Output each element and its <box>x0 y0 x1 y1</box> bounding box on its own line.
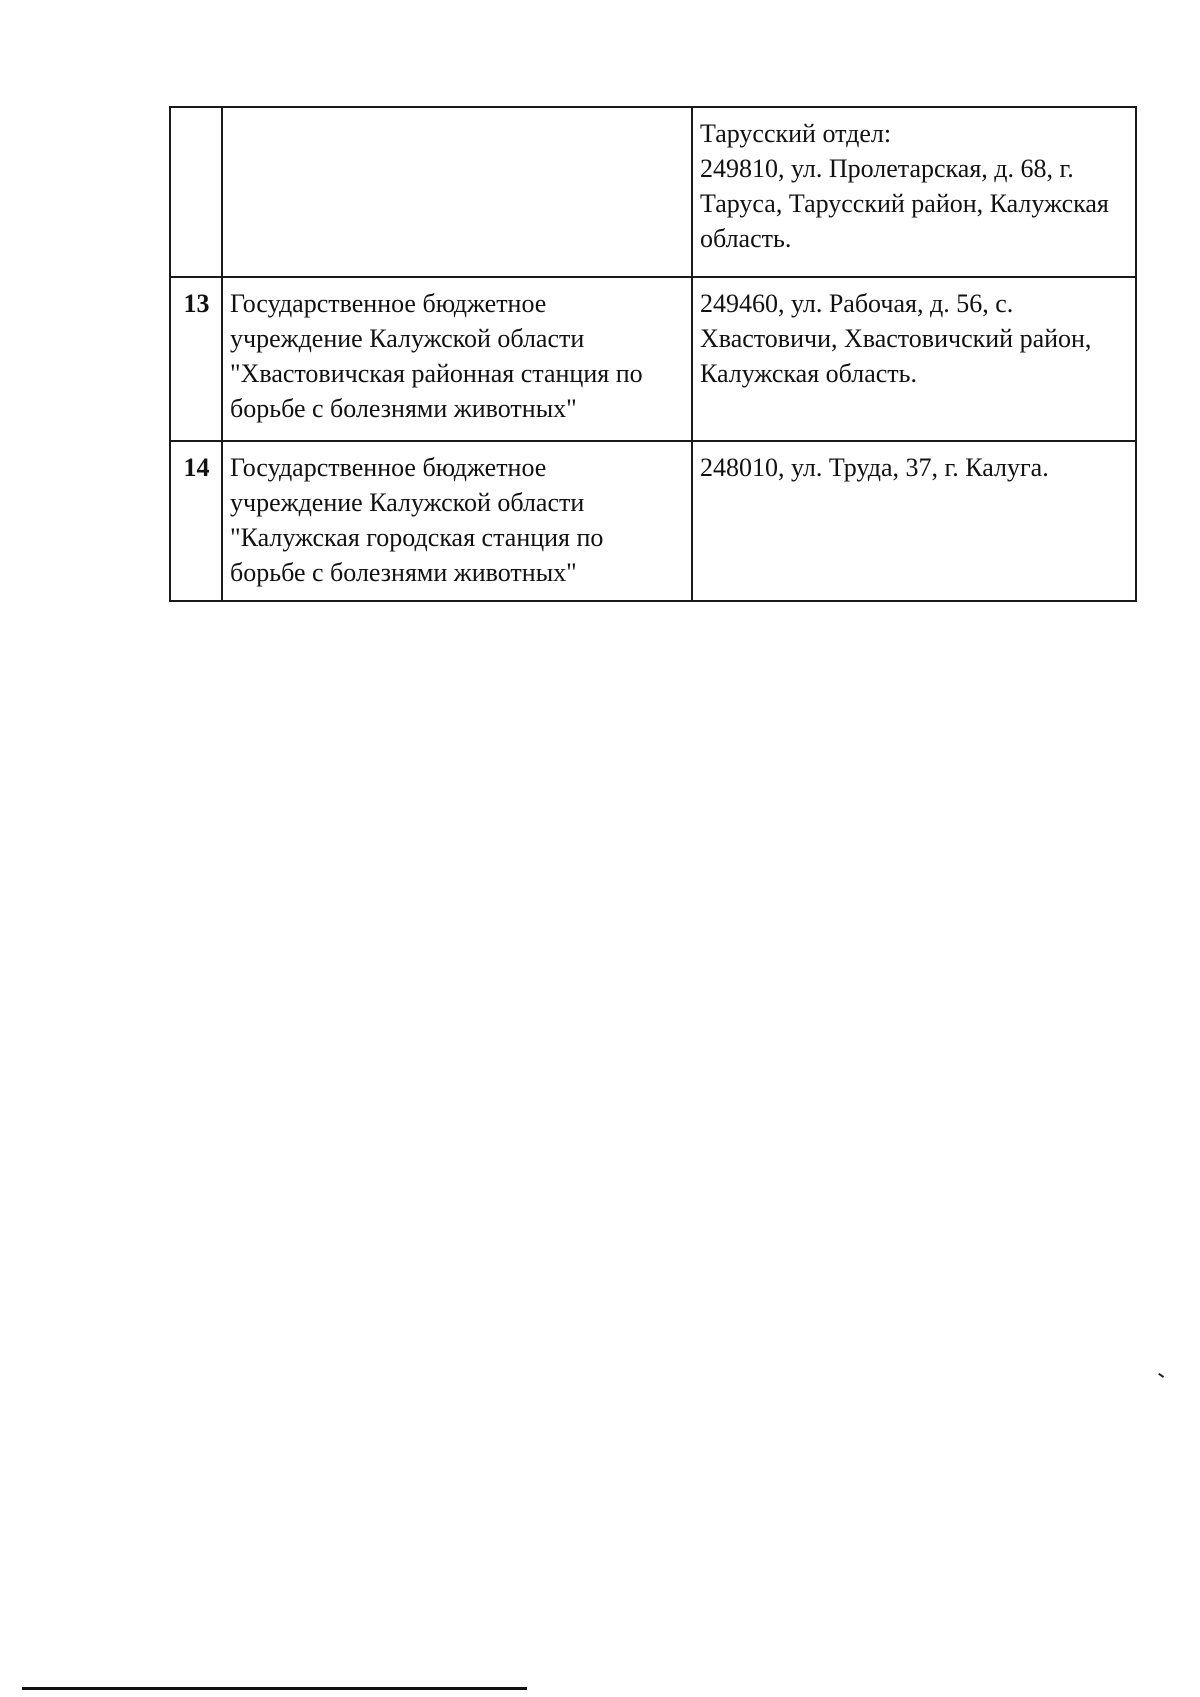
organization-line: Государственное бюджетное <box>230 289 547 318</box>
address-cell <box>692 107 1136 277</box>
organization-cell <box>222 107 692 277</box>
organization-line: Государственное бюджетное <box>230 453 547 482</box>
organization-cell <box>222 441 692 601</box>
address-line: 249460, ул. Рабочая, д. 56, с. <box>700 289 1014 318</box>
row-number-cell <box>170 107 222 277</box>
organization-cell <box>222 277 692 441</box>
organization-line: "Калужская городская станция по <box>230 523 604 552</box>
address-line: 248010, ул. Труда, 37, г. Калуга. <box>700 453 1049 482</box>
address-line: Тарусский отдел: <box>700 119 892 148</box>
address-line: Хвастовичи, Хвастовичский район, <box>700 324 1092 353</box>
address-cell <box>692 277 1136 441</box>
organization-line: учреждение Калужской области <box>230 324 585 353</box>
row-number-cell: 13 <box>170 277 222 441</box>
organization-line: борьбе с болезнями животных" <box>230 558 577 587</box>
table-row <box>170 277 1136 441</box>
address-line: область. <box>700 224 792 253</box>
stray-mark <box>1156 1373 1164 1381</box>
table-row <box>170 441 1136 601</box>
organization-line: борьбе с болезнями животных" <box>230 394 577 423</box>
address-line: Калужская область. <box>700 359 918 388</box>
row-number-cell: 14 <box>170 441 222 601</box>
address-line: Таруса, Тарусский район, Калужская <box>700 189 1109 218</box>
address-line: 249810, ул. Пролетарская, д. 68, г. <box>700 154 1074 183</box>
address-cell <box>692 441 1136 601</box>
institutions-table <box>169 106 1137 602</box>
footnote-separator-line <box>22 1687 527 1690</box>
organization-line: "Хвастовичская районная станция по <box>230 359 643 388</box>
table-row <box>170 107 1136 277</box>
organization-line: учреждение Калужской области <box>230 488 585 517</box>
